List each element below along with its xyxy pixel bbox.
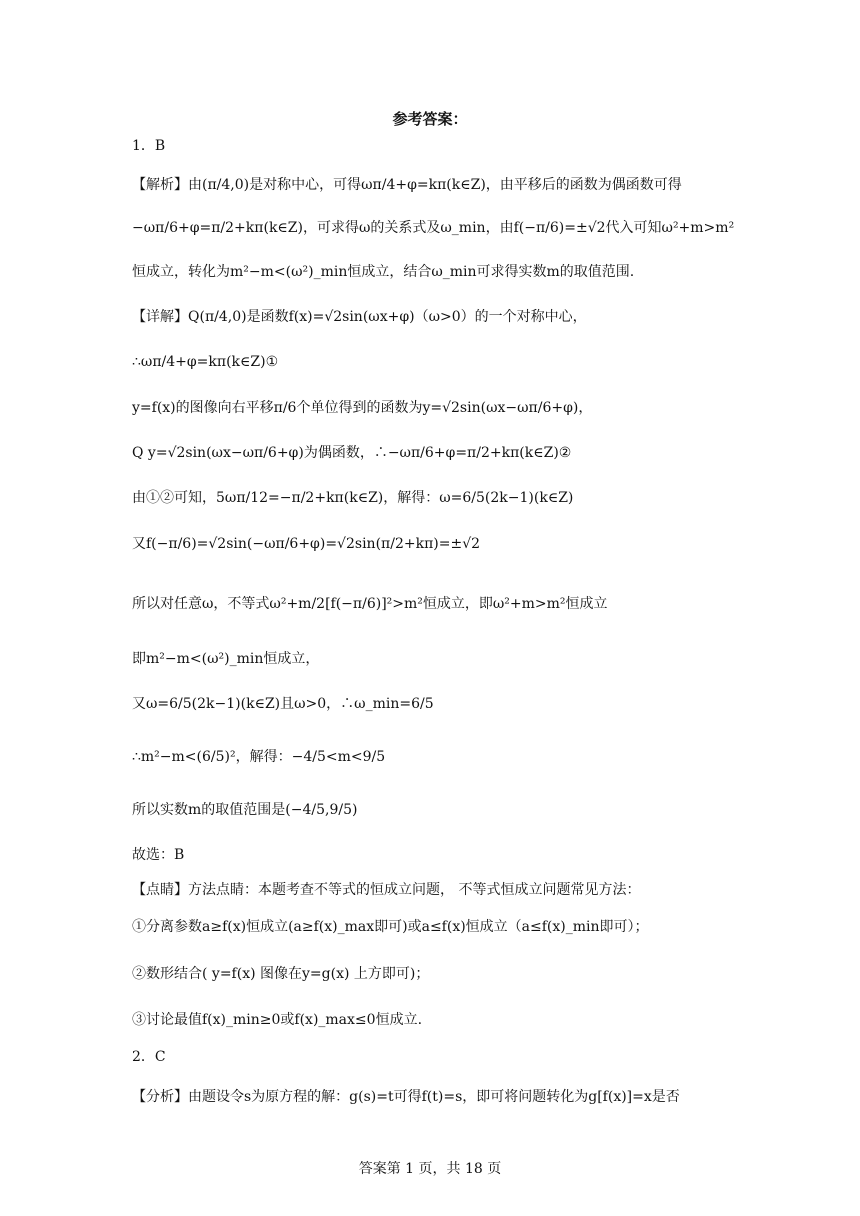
comment-line-1: 【点睛】方法点睛：本题考查不等式的恒成立问题， 不等式恒成立问题常见方法： xyxy=(132,882,641,898)
page-footer: 答案第 1 页，共 18 页 xyxy=(358,1161,502,1177)
analysis-line-1: 【解析】由(π/4,0)是对称中心，可得ωπ/4+φ=kπ(k∈Z)，由平移后的函数为偶函数可得 xyxy=(132,177,682,193)
detail-line-10: ∴m²−m<(6/5)²，解得：−4/5<m<9/5 xyxy=(132,749,386,765)
detail-line-2: ∴ωπ/4+φ=kπ(k∈Z)① xyxy=(132,354,279,370)
detail-line-8: 即m²−m<(ω²)_min恒成立， xyxy=(132,651,320,667)
comment-line-3: ②数形结合( y=f(x) 图像在y=g(x) 上方即可)； xyxy=(132,966,430,982)
detail-line-9: 又ω=6/5(2k−1)(k∈Z)且ω>0，∴ω_min=6/5 xyxy=(132,696,434,712)
detail-line-5: 由①②可知，5ωπ/12=−π/2+kπ(k∈Z)，解得：ω=6/5(2k−1)(k∈Z) xyxy=(132,490,574,506)
detail-line-6: 又f(−π/6)=√2sin(−ωπ/6+φ)=√2sin(π/2+kπ)=±√2 xyxy=(132,536,481,552)
detail-line-1: 【详解】Q(π/4,0)是函数f(x)=√2sin(ωx+φ)（ω>0）的一个对称中心， xyxy=(132,309,587,325)
detail-line-3: y=f(x)的图像向右平移π/6个单位得到的函数为y=√2sin(ωx−ωπ/6+φ)， xyxy=(132,400,593,416)
answer-title: 参考答案： xyxy=(392,110,468,128)
analysis-line-2: −ωπ/6+φ=π/2+kπ(k∈Z)，可求得ω的关系式及ω_min，由f(−π/6)=±√2代入可知ω²+m>m² xyxy=(132,220,735,236)
comment-line-4: ③讨论最值f(x)_min≥0或f(x)_max≤0恒成立. xyxy=(132,1012,423,1028)
q1-answer: 1．B xyxy=(132,138,166,154)
q2-answer: 2．C xyxy=(132,1049,166,1065)
comment-line-2: ①分离参数a≥f(x)恒成立(a≥f(x)_max即可)或a≤f(x)恒成立（a≤f(x)_min即可）； xyxy=(132,919,649,935)
detail-line-4: Q y=√2sin(ωx−ωπ/6+φ)为偶函数，∴−ωπ/6+φ=π/2+kπ(k∈Z)② xyxy=(132,445,572,461)
q2-analysis-line-1: 【分析】由题设令s为原方程的解：g(s)=t可得f(t)=s，即可将问题转化为g[f(x)]=x是否 xyxy=(132,1089,680,1105)
analysis-line-3: 恒成立，转化为m²−m<(ω²)_min恒成立，结合ω_min可求得实数m的取值范围. xyxy=(132,264,635,280)
choice-b: 故选：B xyxy=(132,847,185,863)
detail-line-11: 所以实数m的取值范围是(−4/5,9/5) xyxy=(132,802,358,818)
detail-line-7: 所以对任意ω，不等式ω²+m/2[f(−π/6)]²>m²恒成立，即ω²+m>m²恒成立 xyxy=(132,596,608,612)
